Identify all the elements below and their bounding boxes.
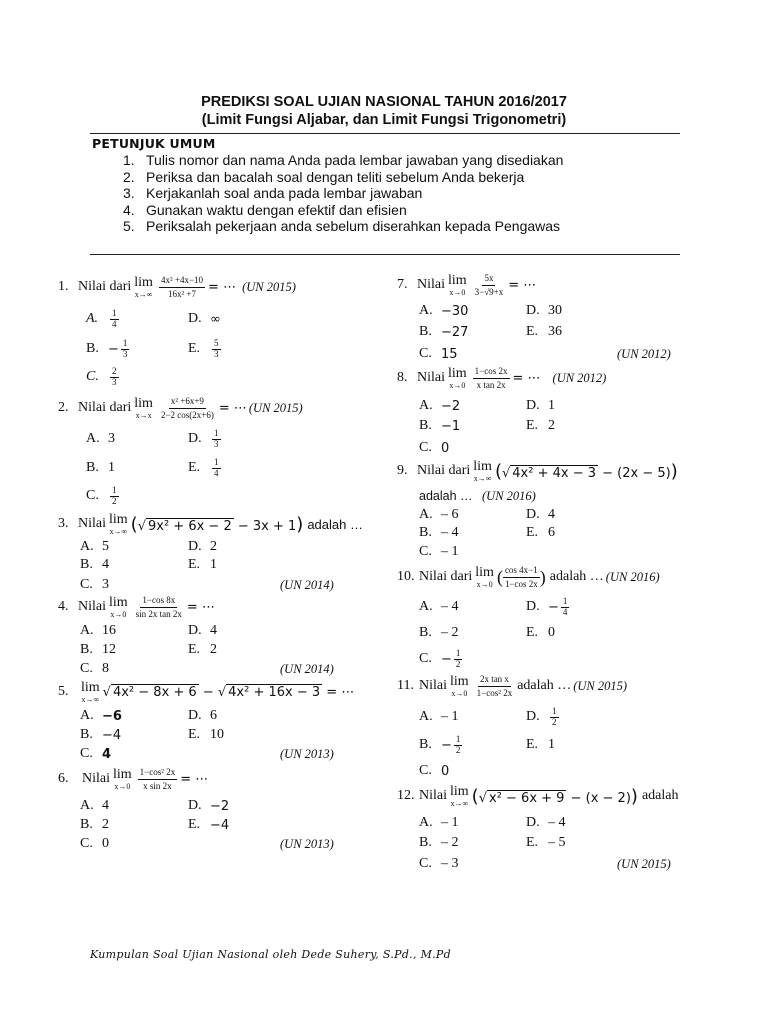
option-7b: B. −27 <box>419 324 469 340</box>
instruction-item: 4. Gunakan waktu dengan efektif dan efisien <box>123 201 407 218</box>
option-6b: B. 2 <box>80 817 109 832</box>
option-11c: C. 0 <box>419 763 450 779</box>
option-2d: D. 1 3 <box>188 427 219 449</box>
question-source: (UN 2012) <box>552 370 607 385</box>
option-12d: D. – 4 <box>526 815 566 830</box>
instructions-divider <box>90 254 680 255</box>
instructions-list <box>123 152 563 235</box>
question-5: 5. lim x→∞ √ 4x² − 8x + 6 − √ 4x² + 16x − 3 = ⋯ <box>58 679 355 704</box>
option-8a: A. −2 <box>419 398 461 414</box>
option-6e: E. −4 <box>188 817 230 833</box>
question-6: 6. Nilai lim x→0 $\frac{\text{1−cos² 2x}}{\text{x sin 2x}}$ = ⋯ <box>58 766 209 791</box>
question-3: 3. Nilai lim x→∞ (√ 9x² + 6x − 2 − 3x + 1) adalah … <box>58 511 363 536</box>
question-source: (UN 2012) <box>617 347 671 361</box>
question-8: 8. Nilai lim x→0 $\frac{1-\cos 2x}{\text{x tan 2x}}$ = ⋯ (UN 2012) <box>397 365 607 390</box>
question-11: 11. Nilai lim x→0 $\frac{\text{2x tan x}}{\text{1−cos² 2x}}$ adalah … (UN 2015) <box>397 673 628 698</box>
option-8b: B. −1 <box>419 418 461 434</box>
option-10d: D. − $\frac{1}{4}$ <box>526 595 568 617</box>
option-10b: B. – 2 <box>419 625 459 640</box>
option-2b: B. 1 <box>86 460 115 475</box>
option-11b: B. − $\frac{1}{2}$ <box>419 733 461 755</box>
option-1c: C. 2 3 <box>86 365 117 387</box>
option-5e: E. 10 <box>188 727 224 742</box>
instruction-item: 3. Kerjakanlah soal anda pada lembar jawaban <box>123 185 423 201</box>
question-source: (UN 2015) <box>617 857 671 871</box>
option-9e: E. 6 <box>526 525 555 540</box>
question-source: (UN 2015) <box>573 678 628 693</box>
option-2e: E. 1 4 <box>188 456 219 478</box>
option-1e: E. 5 3 <box>188 337 219 359</box>
document-title: PREDIKSI SOAL UJIAN NASIONAL TAHUN 2016/2017 <box>201 94 567 110</box>
option-7a: A. −30 <box>419 303 469 319</box>
footer-credit: Kumpulan Soal Ujian Nasional oleh Dede Suhery, S.Pd., M.Pd <box>90 948 451 961</box>
option-12e: E. – 5 <box>526 835 566 850</box>
option-4e: E. 2 <box>188 642 217 657</box>
option-10e: E. 0 <box>526 625 555 640</box>
option-10a: A. – 4 <box>419 599 459 614</box>
question-source: (UN 2014) <box>280 662 334 676</box>
question-source: (UN 2015) <box>248 400 303 415</box>
instruction-item: 1. Tulis nomor dan nama Anda pada lembar jawaban yang disediakan <box>123 152 564 168</box>
option-8d: D. 1 <box>526 398 555 413</box>
option-8e: E. 2 <box>526 418 555 433</box>
option-12a: A. – 1 <box>419 815 459 830</box>
option-2c: C. 1 2 <box>86 484 117 506</box>
header-divider <box>90 133 680 134</box>
option-5b: B. −4 <box>80 727 122 743</box>
question-4: 4. Nilai lim x→0 $\frac{1-\cos 8x}{\text{sin 2x tan 2x}}$ = ⋯ <box>58 594 215 619</box>
option-12b: B. – 2 <box>419 835 459 850</box>
question-7: 7. Nilai lim x→0 $\frac{5x}{3-√9+x}$ = ⋯ <box>397 272 537 297</box>
option-4c: C. 8 <box>80 661 109 676</box>
option-11a: A. – 1 <box>419 709 459 724</box>
option-3e: E. 1 <box>188 557 217 572</box>
option-3a: A. 5 <box>80 539 109 554</box>
option-5d: D. 6 <box>188 708 217 723</box>
question-9: 9. Nilai dari lim x→∞ (√ 4x² + 4x − 3 − (2x − 5)) <box>397 458 678 483</box>
option-3b: B. 4 <box>80 557 109 572</box>
option-9c: C. – 1 <box>419 544 459 559</box>
option-9b: B. – 4 <box>419 525 459 540</box>
option-5c: C. 4 <box>80 746 112 762</box>
question-9-line2: adalah … (UN 2016) <box>419 489 536 503</box>
option-1b: B. − $\frac{1}{3}$ <box>86 337 128 359</box>
question-12: 12. Nilai lim x→∞ (√ x² − 6x + 9 − (x − 2)) adalah <box>397 783 679 808</box>
option-5a: A. −6 <box>80 708 122 724</box>
option-12c: C. – 3 <box>419 856 459 871</box>
document-subtitle: (Limit Fungsi Aljabar, dan Limit Fungsi Trigonometri) <box>201 112 567 128</box>
option-11e: E. 1 <box>526 737 555 752</box>
option-4a: A. 16 <box>80 623 116 638</box>
question-10: 10. Nilai dari lim x→0 ( $\frac{\cos 4x-1}{1-\cos 2x}$ ) adalah … (UN 2016) <box>397 564 660 589</box>
instruction-item: 2. Periksa dan bacalah soal dengan teliti sebelum Anda bekerja <box>123 168 525 185</box>
option-4b: B. 12 <box>80 642 116 657</box>
option-6d: D. −2 <box>188 798 230 814</box>
option-1d: D. ∞ <box>188 311 221 327</box>
option-3d: D. 2 <box>188 539 217 554</box>
option-11d: D. 1 2 <box>526 705 557 727</box>
option-1a: A. 1 4 <box>86 307 117 329</box>
option-9d: D. 4 <box>526 507 555 522</box>
question-source: (UN 2016) <box>605 569 660 584</box>
instruction-item: 5. Periksalah pekerjaan anda sebelum diserahkan kepada Pengawas <box>123 218 561 234</box>
option-7d: D. 30 <box>526 303 562 318</box>
option-8c: C. 0 <box>419 440 450 456</box>
option-9a: A. – 6 <box>419 507 459 522</box>
option-6a: A. 4 <box>80 798 109 813</box>
question-source: (UN 2016) <box>482 489 536 503</box>
option-7e: E. 36 <box>526 324 562 339</box>
option-4d: D. 4 <box>188 623 217 638</box>
option-7c: C. 15 <box>419 346 458 362</box>
option-6c: C. 0 <box>80 836 109 851</box>
instructions-title: PETUNJUK UMUM <box>92 136 216 151</box>
option-2a: A. 3 <box>86 431 115 446</box>
question-source: (UN 2014) <box>280 578 334 592</box>
option-10c: C. − $\frac{1}{2}$ <box>419 647 461 669</box>
option-3c: C. 3 <box>80 577 109 592</box>
question-source: (UN 2015) <box>242 279 296 294</box>
question-2: 2. Nilai dari lim x→x $\frac{\text{x² +6x+9}}{2-2 \cos(2x+6)}$ = ⋯ (UN 2015) <box>58 395 303 420</box>
question-1: 1. Nilai dari lim x→∞ $\frac{\text{4x² +4x−10}}{\text{16x² +7}}$ = ⋯ (UN 2015) <box>58 274 296 299</box>
question-source: (UN 2013) <box>280 747 334 761</box>
question-source: (UN 2013) <box>280 837 334 851</box>
